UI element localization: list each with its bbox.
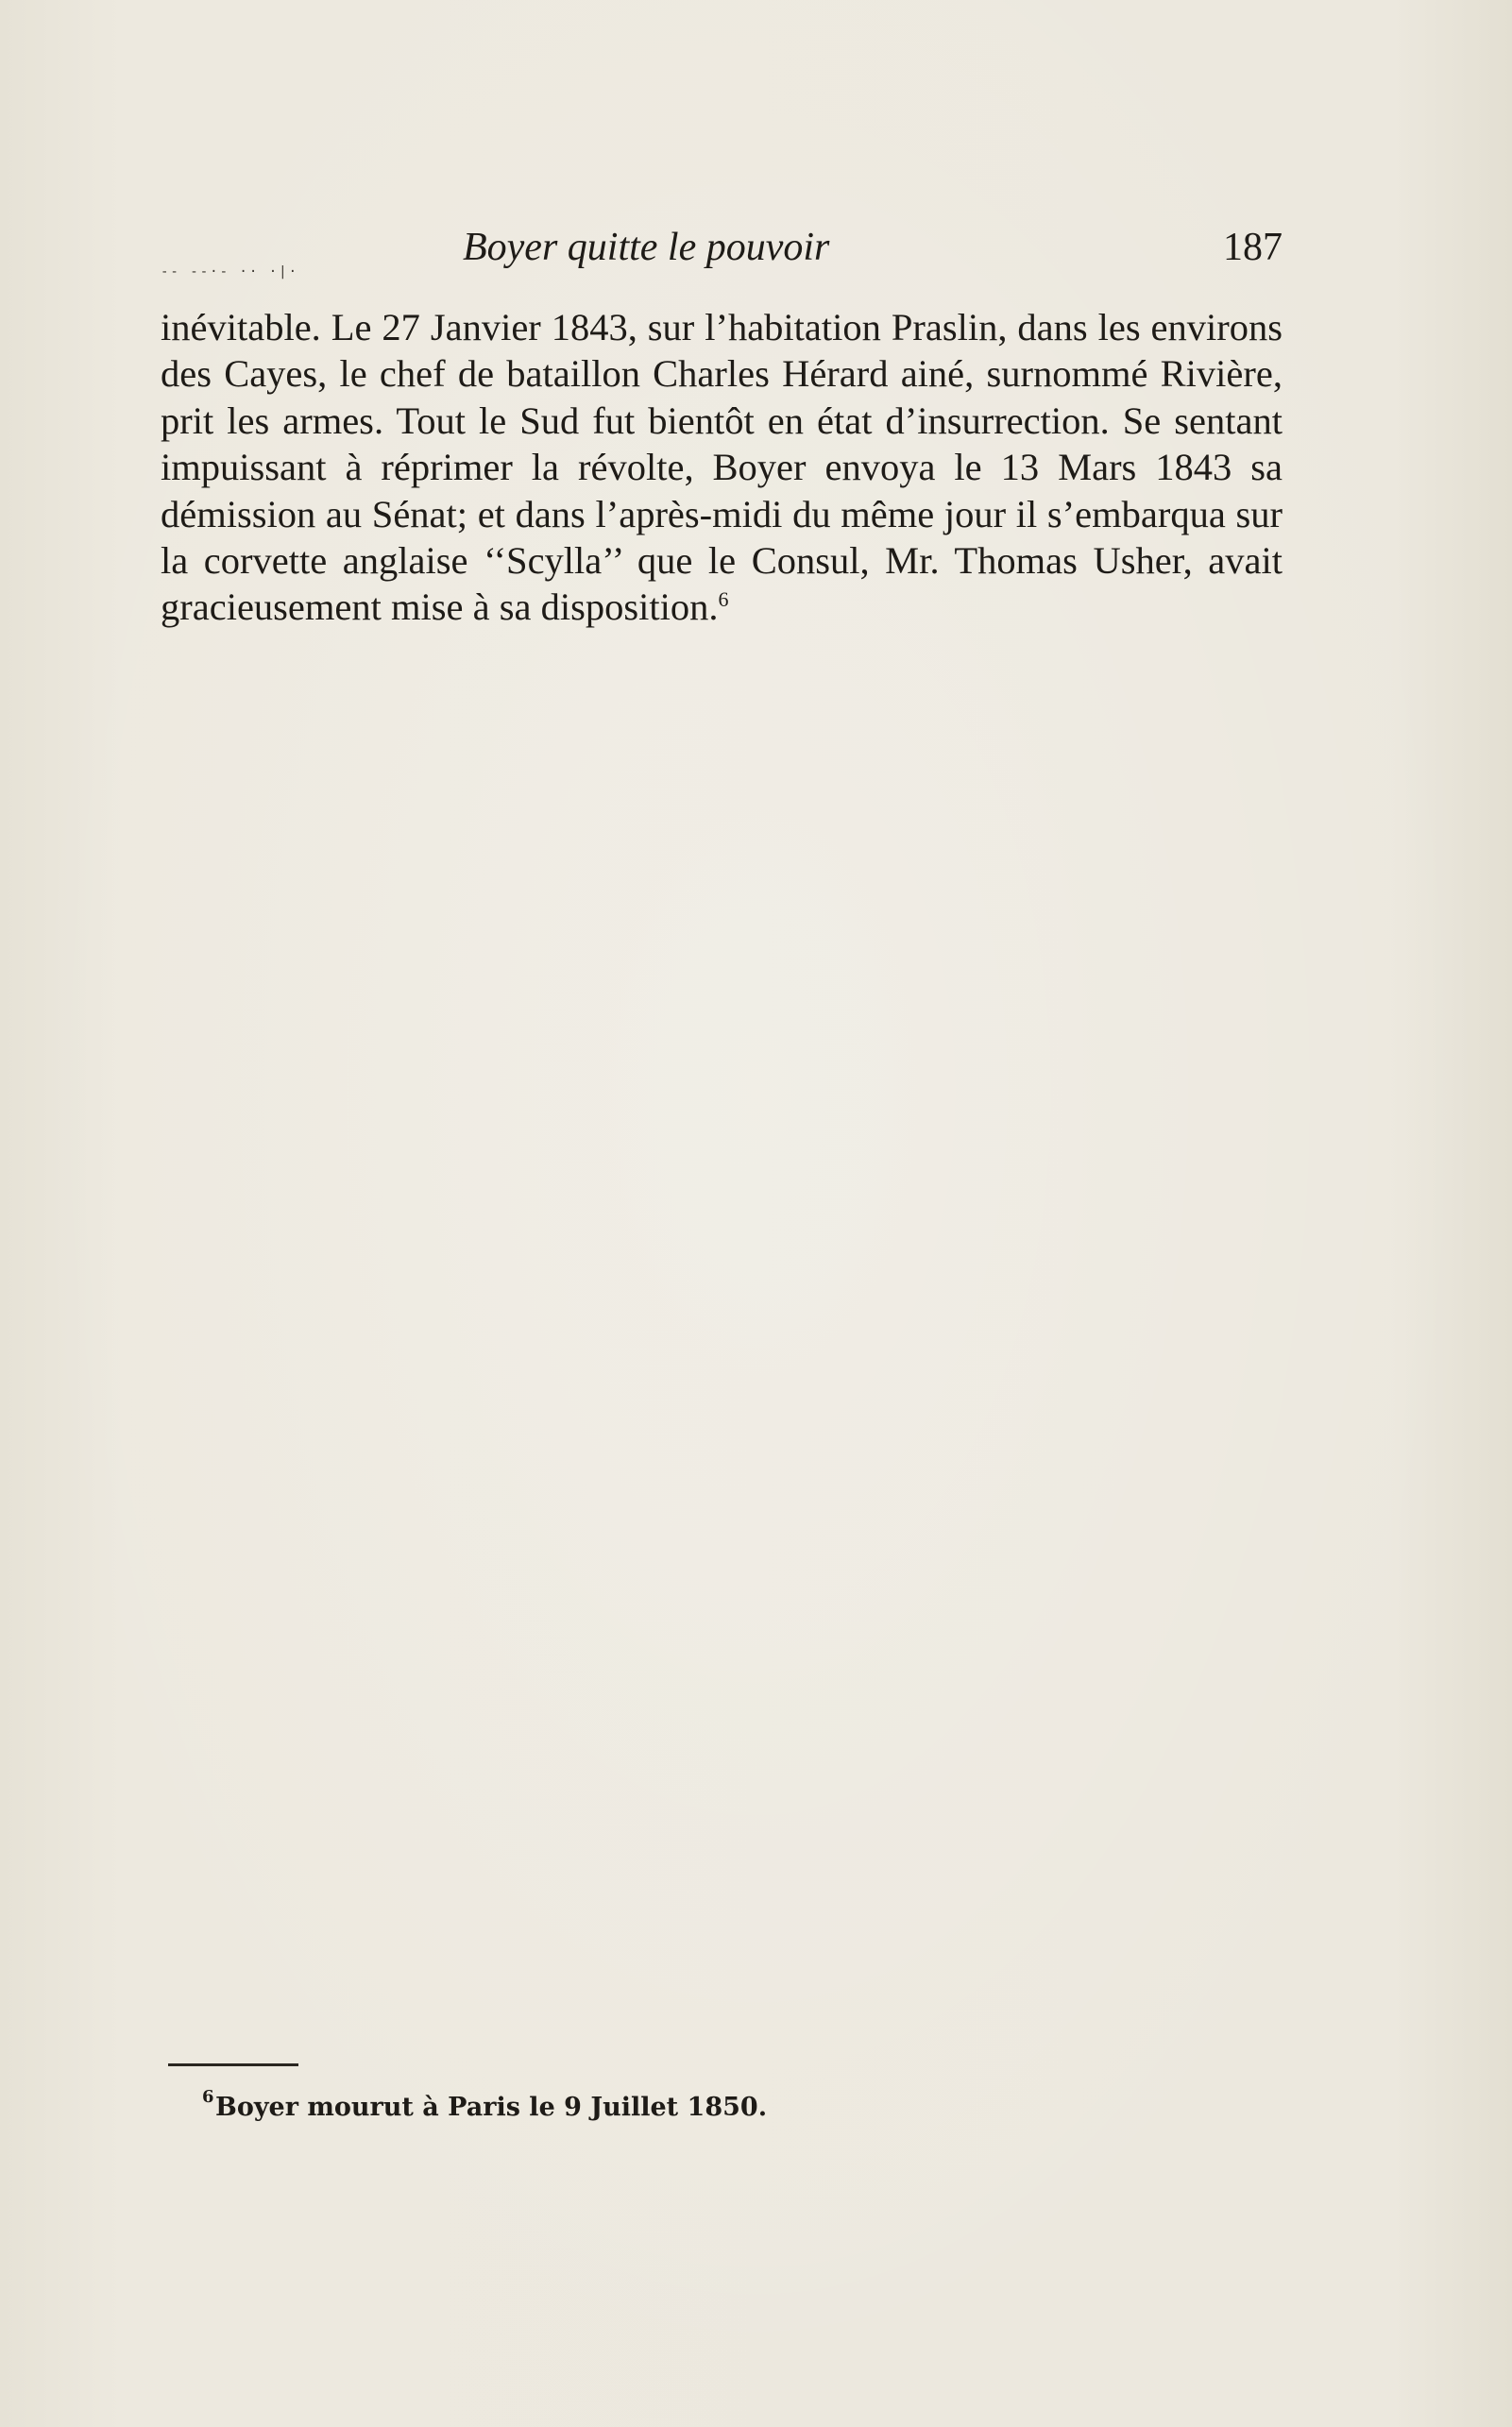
body-text bbox=[161, 304, 1283, 631]
paragraph bbox=[161, 304, 1283, 631]
paragraph-text: inévitable. Le 27 Janvier 1843, sur l’habitation Praslin, dans les environs des Cayes, le chef de bataillon Charles Hérard ainé, surnommé Rivière, prit les armes. Tout le Sud fut bientôt en état d’insurrection. Se sentant impuissant à réprimer la révolte, Boyer envoya le 13 Mars 1843 sa démission au Sénat; et dans l’après-midi du même jour il s’embarqua sur la corvette anglaise ‘‘Scylla’’ que le Consul, Mr. Thomas Usher, avait gracieusement mise à sa disposition. bbox=[161, 306, 1283, 629]
page-number: 187 bbox=[1223, 226, 1283, 269]
running-title: Boyer quitte le pouvoir bbox=[463, 226, 830, 269]
footnote-reference: 6 bbox=[718, 587, 729, 612]
footnote-text: Boyer mourut à Paris le 9 Juillet 1850. bbox=[215, 2093, 768, 2122]
footnote-mark: 6 bbox=[202, 2087, 214, 2107]
footnote-rule bbox=[168, 2063, 298, 2066]
footnote bbox=[202, 2087, 768, 2122]
running-head bbox=[161, 225, 1283, 281]
printer-marks: -- --·- ·· ·|· bbox=[161, 264, 299, 280]
